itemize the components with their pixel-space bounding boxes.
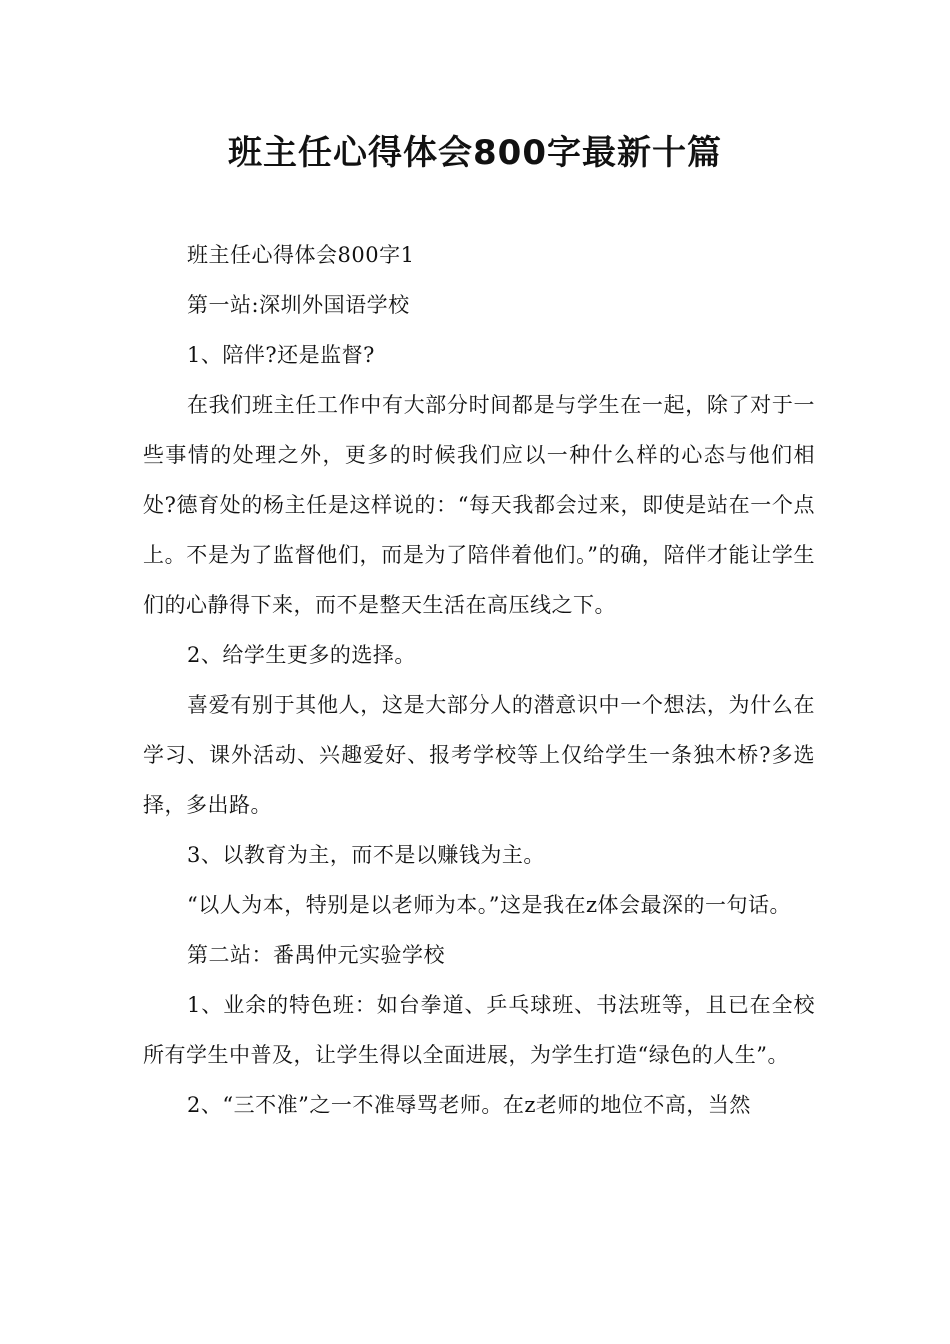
paragraph-point-1: 1、陪伴?还是监督? <box>187 343 375 367</box>
paragraph-heading-1: 班主任心得体会800字1 <box>187 243 415 267</box>
paragraph-point-3: 3、以教育为主，而不是以赚钱为主。 <box>187 843 545 867</box>
paragraph-station-1: 第一站:深圳外国语学校 <box>187 293 410 317</box>
paragraph-station-2: 第二站：番禺仲元实验学校 <box>187 943 445 967</box>
paragraph-point-2: 2、给学生更多的选择。 <box>187 643 416 667</box>
paragraph-point-2: 2、“三不准”之一不准辱骂老师。在z老师的地位不高，当然 <box>187 1093 751 1117</box>
document-title: 班主任心得体会800字最新十篇 <box>228 133 722 173</box>
paragraph-point-1: 1、业余的特色班：如台拳道、乒乓球班、书法班等，且已在全校所有学生中普及，让学生得以全面进展，为学生打造“绿色的人生”。 <box>143 993 815 1067</box>
document-body <box>143 230 815 1130</box>
paragraph-body: 喜爱有别于其他人，这是大部分人的潜意识中一个想法，为什么在学习、课外活动、兴趣爱好、报考学校等上仅给学生一条独木桥?多选择，多出路。 <box>143 693 815 817</box>
paragraph-body: “以人为本，特别是以老师为本。”这是我在z体会最深的一句话。 <box>187 893 792 917</box>
paragraph-body: 在我们班主任工作中有大部分时间都是与学生在一起，除了对于一些事情的处理之外，更多的时候我们应以一种什么样的心态与他们相处?德育处的杨主任是这样说的：“每天我都会过来，即使是站在一个点上。不是为了监督他们，而是为了陪伴着他们。”的确，陪伴才能让学生们的心静得下来，而不是整天生活在高压线之下。 <box>143 393 815 617</box>
